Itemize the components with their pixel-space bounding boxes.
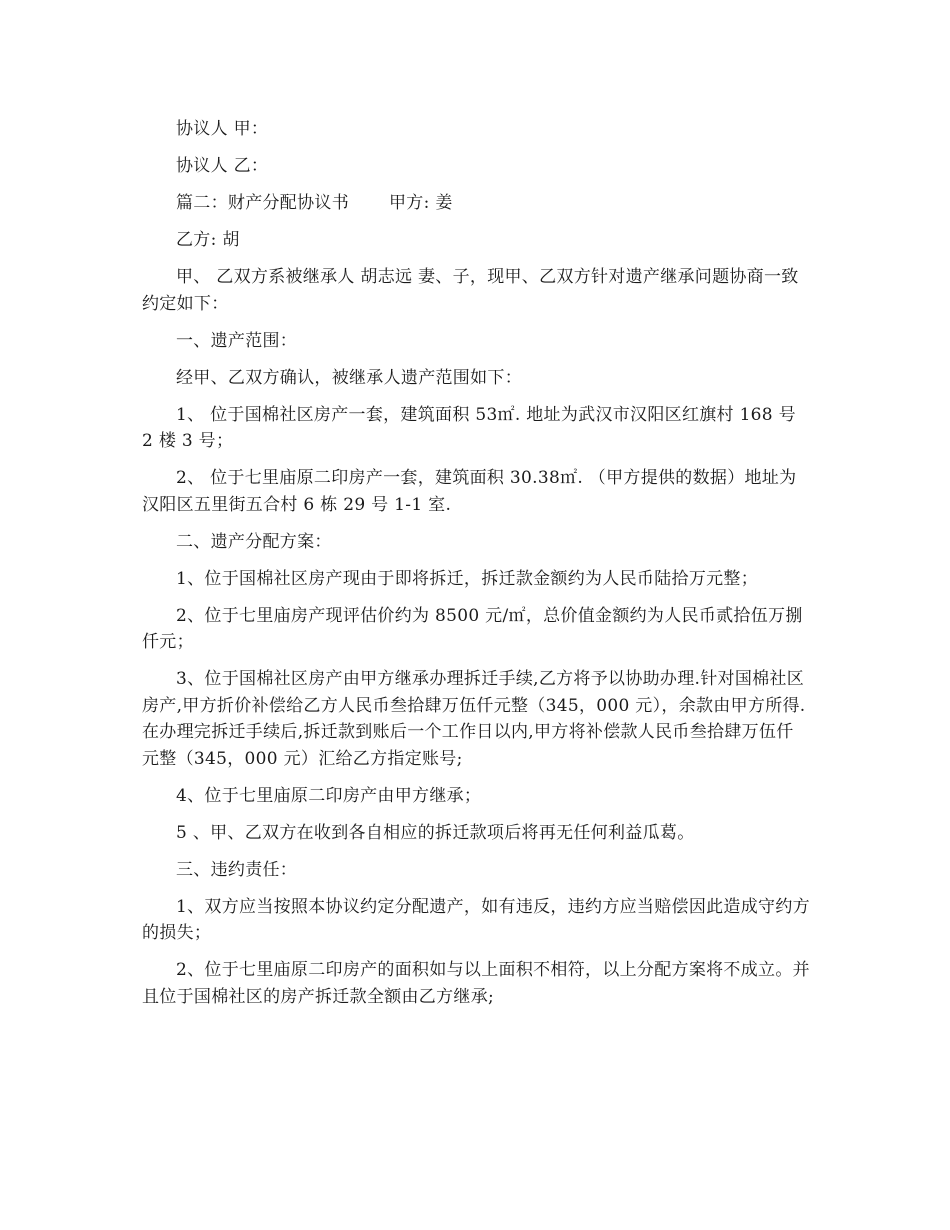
heading-line [142, 190, 810, 217]
plan-item-4: 4、位于七里庙原二印房产由甲方继承； [176, 785, 482, 806]
agreement-body [142, 116, 810, 1021]
heading-party-a: 甲方: 姜 [389, 193, 453, 213]
intro-paragraph: 甲、 乙双方系被继承人 胡志远 妻、子，现甲、乙双方针对遗产继承问题协商一致约定如下： [142, 267, 799, 314]
breach-item-1: 1、双方应当按照本协议约定分配遗产，如有违反，违约方应当赔偿因此造成守约方的损失； [142, 896, 810, 943]
estate-item-2: 2、 位于七里庙原二印房产一套，建筑面积 30.38㎡. （甲方提供的数据）地址为汉阳区五里街五合村 6 栋 29 号 1-1 室. [142, 468, 797, 515]
plan-item-1: 1、位于国棉社区房产现由于即将拆迁，拆迁款金额约为人民币陆拾万元整； [176, 568, 759, 589]
section1-title: 一、遗产范围： [176, 330, 298, 351]
section2-title: 二、遗产分配方案： [176, 531, 332, 552]
plan-item-5: 5 、甲、乙双方在收到各自相应的拆迁款项后将再无任何利益瓜葛。 [176, 822, 695, 843]
plan-item-3: 3、位于国棉社区房产由甲方继承办理拆迁手续,乙方将予以协助办理.针对国棉社区房产,甲方折价补偿给乙方人民币叁拾肆万伍仟元整（345，000 元），余款由甲方所得.在办理完拆迁手续后,拆迁款到账后一个工作日以内,甲方将补偿款人民币叁拾肆万伍仟元整（345，000 元）汇给乙方指定账号; [142, 669, 806, 769]
estate-item-1: 1、 位于国棉社区房产一套，建筑面积 53㎡. 地址为武汉市汉阳区红旗村 168 号 2 楼 3 号； [142, 404, 796, 451]
heading-title: 篇二：财产分配协议书 [176, 193, 349, 213]
section1-intro: 经甲、乙双方确认，被继承人遗产范围如下： [176, 367, 522, 388]
section3-title: 三、违约责任： [176, 859, 298, 880]
plan-item-2: 2、位于七里庙房产现评估价约为 8500 元/㎡，总价值金额约为人民币贰拾伍万捌仟元； [142, 605, 803, 652]
party-b-line: 协议人 乙： [176, 156, 269, 176]
party-b-name: 乙方: 胡 [176, 230, 240, 250]
party-a-line: 协议人 甲： [176, 119, 269, 139]
breach-item-2: 2、位于七里庙原二印房产的面积如与以上面积不相符，以上分配方案将不成立。并且位于国棉社区的房产拆迁款全额由乙方继承; [142, 960, 810, 1007]
